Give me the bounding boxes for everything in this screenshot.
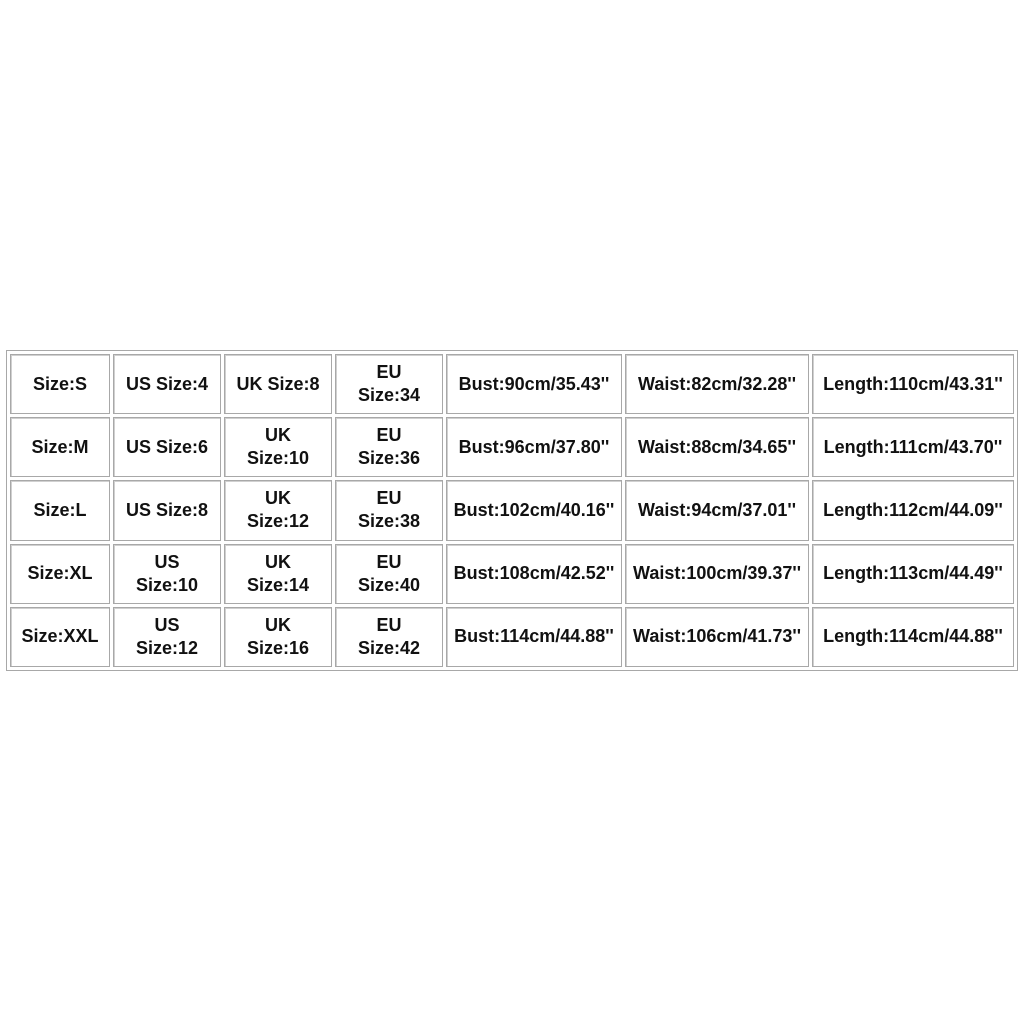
waist-cell: Waist:94cm/37.01'' (625, 480, 809, 540)
uk-size-cell-line: UK (265, 551, 291, 572)
table-row (10, 607, 1014, 667)
eu-size-cell (335, 480, 443, 540)
eu-size-cell-line: EU (376, 614, 402, 635)
uk-size-cell (224, 480, 332, 540)
table-row (10, 544, 1014, 604)
eu-size-cell (335, 544, 443, 604)
size-cell: Size:XXL (10, 607, 110, 667)
us-size-cell (113, 544, 221, 604)
length-cell: Length:111cm/43.70'' (812, 417, 1014, 477)
us-size-cell-line: US Size:6 (125, 436, 209, 457)
bust-cell: Bust:102cm/40.16'' (446, 480, 622, 540)
bust-cell: Bust:108cm/42.52'' (446, 544, 622, 604)
size-cell: Size:XL (10, 544, 110, 604)
eu-size-cell (335, 607, 443, 667)
eu-size-cell-line: Size:34 (357, 385, 421, 406)
bust-cell: Bust:96cm/37.80'' (446, 417, 622, 477)
size-chart-body (10, 354, 1014, 667)
us-size-cell (113, 480, 221, 540)
uk-size-cell-line: Size:14 (246, 574, 310, 595)
table-row (10, 417, 1014, 477)
eu-size-cell-line: Size:36 (357, 448, 421, 469)
uk-size-cell-line: Size:16 (246, 637, 310, 658)
waist-cell: Waist:88cm/34.65'' (625, 417, 809, 477)
length-cell: Length:114cm/44.88'' (812, 607, 1014, 667)
uk-size-cell (224, 607, 332, 667)
us-size-cell-line: US (154, 614, 180, 635)
bust-cell: Bust:114cm/44.88'' (446, 607, 622, 667)
length-cell: Length:110cm/43.31'' (812, 354, 1014, 414)
length-cell: Length:112cm/44.09'' (812, 480, 1014, 540)
us-size-cell-line: US Size:8 (125, 499, 209, 520)
eu-size-cell-line: Size:40 (357, 574, 421, 595)
uk-size-cell-line: Size:12 (246, 511, 310, 532)
eu-size-cell-line: EU (376, 362, 402, 383)
eu-size-cell-line: EU (376, 425, 402, 446)
waist-cell: Waist:106cm/41.73'' (625, 607, 809, 667)
uk-size-cell-line: Size:10 (246, 448, 310, 469)
uk-size-cell-line: UK (265, 425, 291, 446)
eu-size-cell-line: EU (376, 551, 402, 572)
length-cell: Length:113cm/44.49'' (812, 544, 1014, 604)
uk-size-cell (224, 417, 332, 477)
uk-size-cell-line: UK Size:8 (236, 373, 320, 394)
table-row (10, 480, 1014, 540)
us-size-cell-line: US (154, 551, 180, 572)
size-chart-table (6, 350, 1018, 671)
table-row (10, 354, 1014, 414)
waist-cell: Waist:82cm/32.28'' (625, 354, 809, 414)
waist-cell: Waist:100cm/39.37'' (625, 544, 809, 604)
eu-size-cell (335, 354, 443, 414)
eu-size-cell-line: Size:42 (357, 637, 421, 658)
eu-size-cell-line: Size:38 (357, 511, 421, 532)
size-cell: Size:M (10, 417, 110, 477)
uk-size-cell (224, 544, 332, 604)
bust-cell: Bust:90cm/35.43'' (446, 354, 622, 414)
us-size-cell (113, 607, 221, 667)
eu-size-cell (335, 417, 443, 477)
eu-size-cell-line: EU (376, 488, 402, 509)
us-size-cell-line: US Size:4 (125, 373, 209, 394)
uk-size-cell (224, 354, 332, 414)
size-cell: Size:L (10, 480, 110, 540)
size-cell: Size:S (10, 354, 110, 414)
uk-size-cell-line: UK (265, 614, 291, 635)
us-size-cell-line: Size:12 (135, 637, 199, 658)
us-size-cell (113, 354, 221, 414)
us-size-cell (113, 417, 221, 477)
uk-size-cell-line: UK (265, 488, 291, 509)
us-size-cell-line: Size:10 (135, 574, 199, 595)
